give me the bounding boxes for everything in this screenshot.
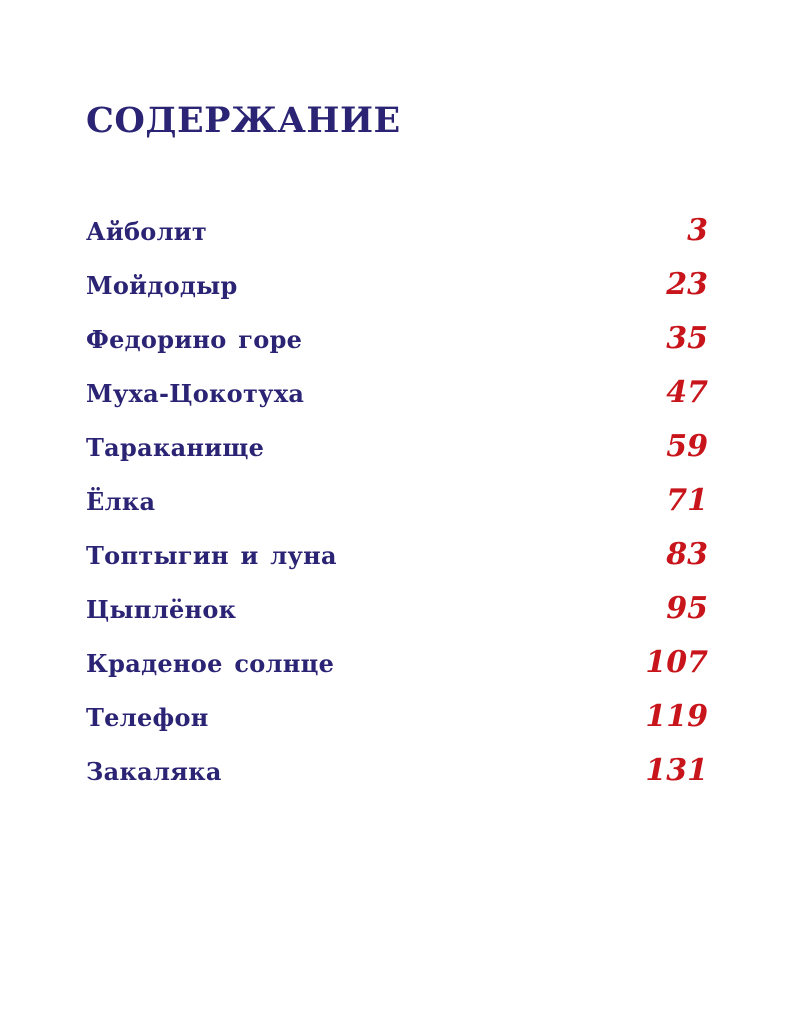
toc-entry-page-number: 83 [666, 537, 708, 572]
toc-entry-title: Телефон [86, 703, 209, 732]
toc-entry-zakalyaka[interactable] [86, 744, 708, 798]
toc-entry-fedorino-gore[interactable] [86, 312, 708, 366]
toc-entry-page-number: 107 [645, 645, 708, 680]
page-title: СОДЕРЖАНИЕ [86, 100, 401, 141]
toc-entry-page-number: 71 [666, 483, 708, 518]
toc-entry-yolka[interactable] [86, 474, 708, 528]
toc-entry-page-number: 3 [687, 213, 708, 248]
toc-entry-title: Топтыгин и луна [86, 541, 337, 570]
toc-entry-page-number: 59 [666, 429, 708, 464]
toc-entry-title: Тараканище [86, 433, 265, 462]
table-of-contents [86, 204, 708, 798]
toc-entry-aibolit[interactable] [86, 204, 708, 258]
toc-entry-tsyplyonok[interactable] [86, 582, 708, 636]
toc-entry-title: Закаляка [86, 757, 222, 786]
toc-entry-title: Мойдодыр [86, 271, 238, 300]
toc-entry-page-number: 95 [666, 591, 708, 626]
toc-entry-title: Ёлка [86, 487, 156, 516]
toc-entry-page-number: 47 [666, 375, 708, 410]
toc-entry-page-number: 119 [645, 699, 708, 734]
toc-entry-moidodyr[interactable] [86, 258, 708, 312]
toc-entry-kradenoe-solntse[interactable] [86, 636, 708, 690]
toc-entry-title: Федорино горе [86, 325, 303, 354]
toc-entry-page-number: 23 [666, 267, 708, 302]
toc-entry-telefon[interactable] [86, 690, 708, 744]
toc-entry-title: Цыплёнок [86, 595, 237, 624]
toc-entry-tarakanishche[interactable] [86, 420, 708, 474]
toc-entry-toptygin-i-luna[interactable] [86, 528, 708, 582]
toc-entry-mukha-tsokotukha[interactable] [86, 366, 708, 420]
toc-entry-title: Айболит [86, 217, 208, 246]
toc-entry-page-number: 35 [666, 321, 708, 356]
toc-entry-title: Краденое солнце [86, 649, 335, 678]
toc-entry-page-number: 131 [645, 753, 708, 788]
toc-entry-title: Муха-Цокотуха [86, 379, 305, 408]
